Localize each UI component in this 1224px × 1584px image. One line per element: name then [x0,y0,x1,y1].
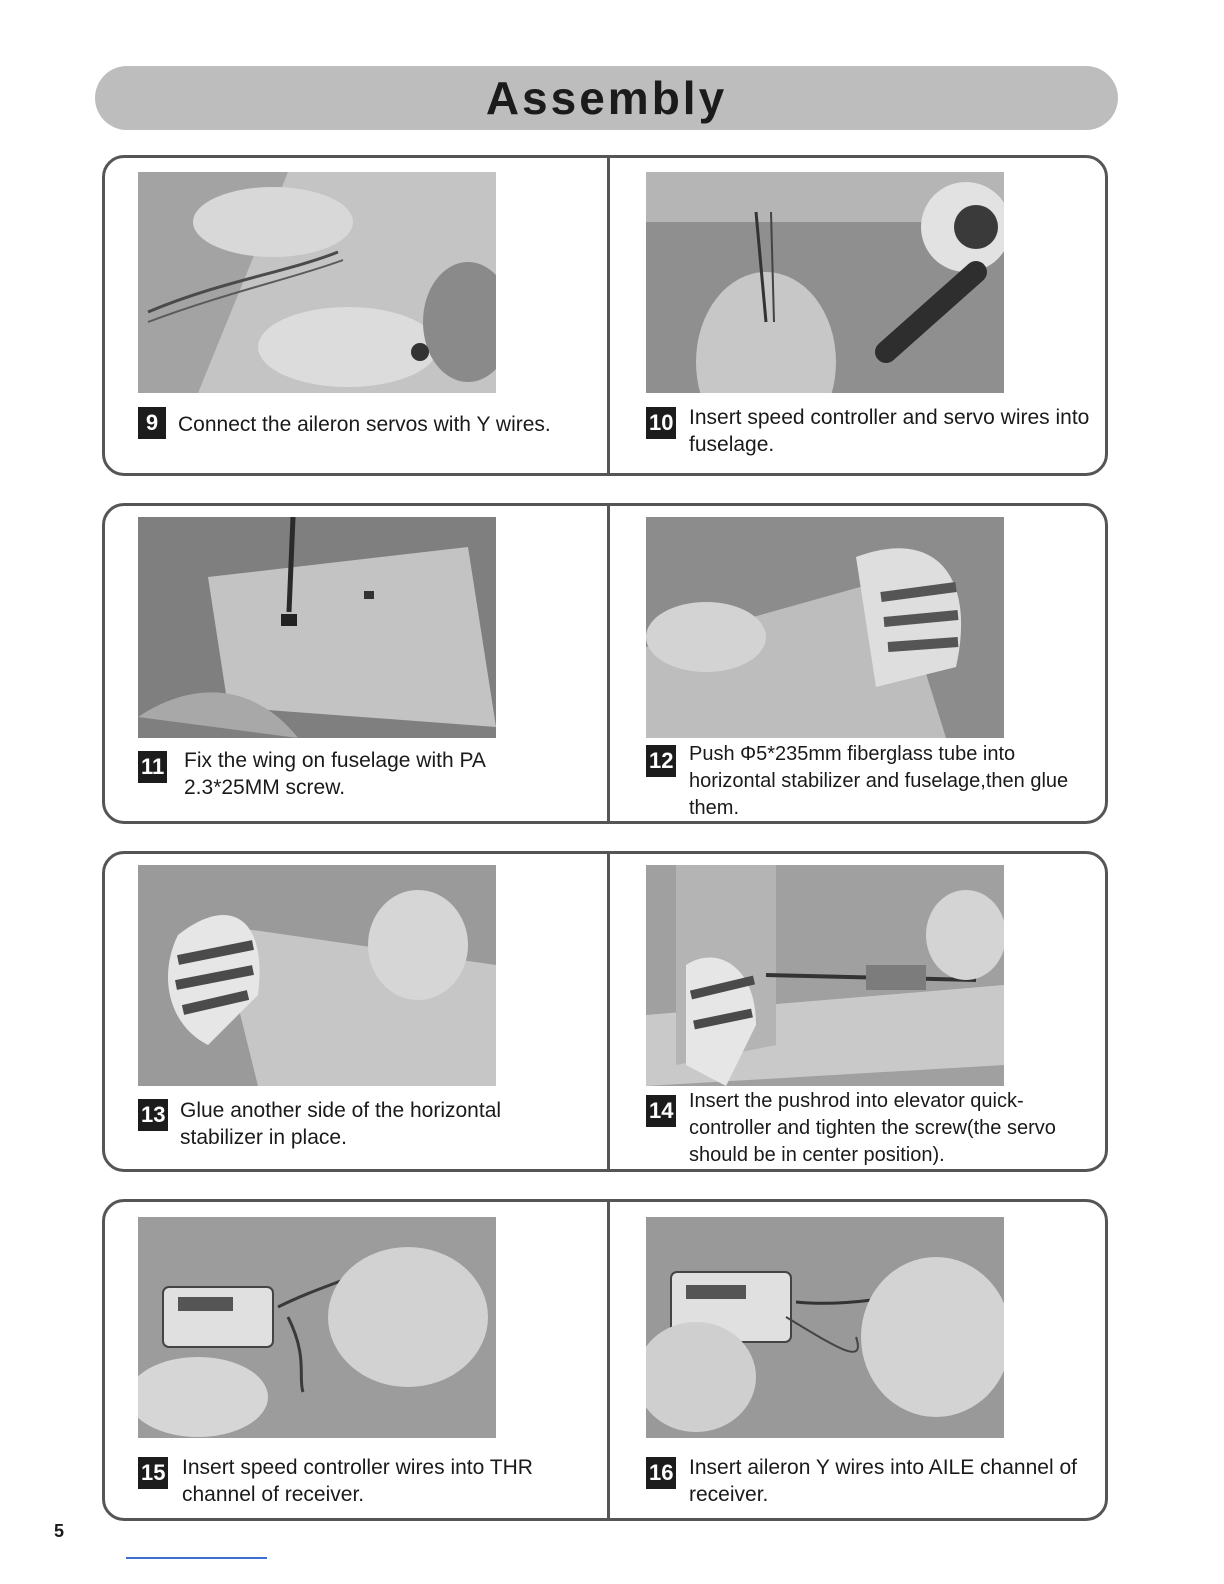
step-14-text: Insert the pushrod into elevator quick-controller and tighten the screw(the servo should be in center position). [689,1090,1056,1166]
step-15-number: 15 [138,1457,168,1489]
step-10-text: Insert speed controller and servo wires into fuselage. [689,406,1090,456]
step-16-photo [646,1217,1004,1438]
step-9-photo [138,172,496,393]
step-15-text: Insert speed controller wires into THR channel of receiver. [182,1456,533,1506]
panel-divider [607,1202,610,1518]
page-number: 5 [54,1521,65,1541]
panel-divider [607,854,610,1169]
step-13-text: Glue another side of the horizontal stabilizer in place. [180,1099,502,1149]
step-9-text: Connect the aileron servos with Y wires. [178,413,551,436]
step-11-photo [138,517,496,738]
section-banner [95,66,1118,130]
panel-divider [607,506,610,821]
footer-rule [126,1557,267,1559]
step-13-photo [138,865,496,1086]
panel-divider [607,158,610,473]
step-12-photo [646,517,1004,738]
page-title: Assembly [485,72,728,124]
step-12-text: Push Φ5*235mm fiberglass tube into horizontal stabilizer and fuselage,then glue them. [689,743,1069,819]
step-9-number: 9 [138,407,166,439]
step-16-text: Insert aileron Y wires into AILE channel of receiver. [689,1456,1077,1506]
step-16-number: 16 [646,1457,676,1489]
step-15-photo [138,1217,496,1438]
step-11-text: Fix the wing on fuselage with PA 2.3*25MM screw. [184,749,485,799]
step-14-photo [646,865,1004,1086]
step-10-number: 10 [646,407,676,439]
step-12-number: 12 [646,745,676,777]
step-13-number: 13 [138,1099,168,1131]
step-10-photo [646,172,1004,393]
step-11-number: 11 [138,751,167,783]
step-14-number: 14 [646,1095,676,1127]
